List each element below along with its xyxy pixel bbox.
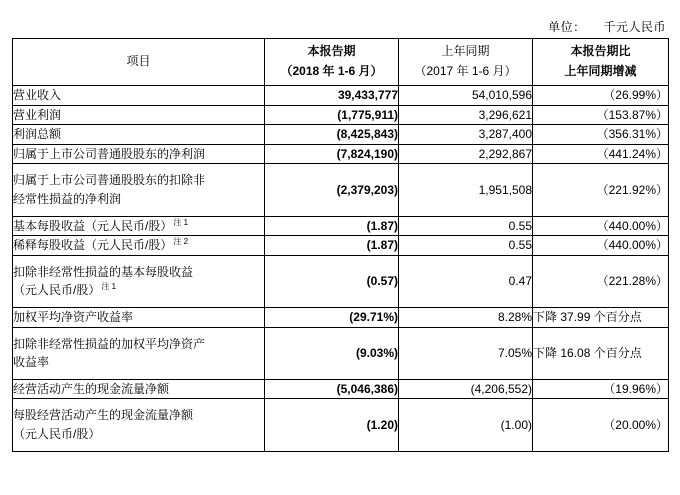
table-header-row — [13, 39, 669, 86]
column-header-item — [13, 39, 265, 86]
row-label-line1: 扣除非经常性损益的加权平均净资产 — [13, 336, 206, 351]
row-label — [13, 164, 265, 216]
row-label-line1: 稀释每股收益（元人民币/股） — [13, 238, 173, 253]
cell-change: （19.96%） — [533, 379, 669, 399]
column-header-previous-period-line2: （2017 年 1-6 月） — [414, 64, 517, 78]
row-label-line1: 营业利润 — [13, 107, 62, 122]
table-row — [13, 144, 669, 164]
table-row — [13, 327, 669, 379]
table-row — [13, 236, 669, 256]
cell-current-period: (9.03%) — [265, 327, 399, 379]
cell-change: （441.24%） — [533, 144, 669, 164]
table-row — [13, 399, 669, 451]
cell-current-period: (5,046,386) — [265, 379, 399, 399]
cell-change: 下降 37.99 个百分点 — [533, 307, 669, 327]
row-label — [13, 105, 265, 125]
column-header-current-period — [265, 39, 399, 86]
footnote-marker: 注 1 — [101, 282, 117, 292]
table-row — [13, 307, 669, 327]
cell-previous-period: 0.55 — [399, 236, 533, 256]
cell-change: 下降 16.08 个百分点 — [533, 327, 669, 379]
column-header-previous-period — [399, 39, 533, 86]
column-header-current-period-line2: （2018 年 1-6 月） — [280, 64, 383, 78]
cell-previous-period: 54,010,596 — [399, 86, 533, 106]
row-label — [13, 216, 265, 236]
table-row — [13, 216, 669, 236]
row-label — [13, 399, 265, 451]
footnote-marker: 注 1 — [173, 217, 189, 227]
column-header-item-line1: 项目 — [126, 54, 151, 69]
cell-current-period: (0.57) — [265, 255, 399, 307]
row-label — [13, 86, 265, 106]
table-row — [13, 86, 669, 106]
cell-previous-period: 3,287,400 — [399, 125, 533, 145]
cell-change: （221.28%） — [533, 255, 669, 307]
cell-previous-period: (4,206,552) — [399, 379, 533, 399]
row-label-line1: 归属于上市公司普通股股东的扣除非 — [13, 173, 206, 188]
cell-current-period: (29.71%) — [265, 307, 399, 327]
row-label-line1: 加权平均净资产收益率 — [13, 309, 134, 324]
cell-previous-period: 1,951,508 — [399, 164, 533, 216]
cell-previous-period: (1.00) — [399, 399, 533, 451]
row-label-line1: 扣除非经常性损益的基本每股收益 — [13, 264, 194, 279]
row-label — [13, 125, 265, 145]
column-header-change-line2: 上年同期增减 — [564, 64, 637, 78]
cell-current-period: (2,379,203) — [265, 164, 399, 216]
unit-value: 千元人民币 — [603, 20, 666, 34]
cell-current-period: (1,775,911) — [265, 105, 399, 125]
unit-label: 单位： — [548, 20, 586, 34]
footnote-marker: 注 2 — [173, 237, 189, 247]
cell-current-period: (7,824,190) — [265, 144, 399, 164]
cell-current-period: (1.20) — [265, 399, 399, 451]
cell-change: （440.00%） — [533, 236, 669, 256]
row-label-line2: 收益率 — [13, 355, 50, 370]
row-label — [13, 379, 265, 399]
cell-change: （20.00%） — [533, 399, 669, 451]
cell-previous-period: 0.47 — [399, 255, 533, 307]
cell-change: （221.92%） — [533, 164, 669, 216]
row-label-line1: 利润总额 — [13, 127, 62, 142]
row-label-line1: 经营活动产生的现金流量净额 — [13, 381, 170, 396]
unit-line — [548, 18, 666, 35]
row-label-line2: 经常性损益的净利润 — [13, 191, 122, 206]
row-label-line1: 每股经营活动产生的现金流量净额 — [13, 408, 194, 423]
row-label — [13, 307, 265, 327]
row-label-line1: 基本每股收益（元人民币/股） — [13, 218, 173, 233]
table-row — [13, 105, 669, 125]
cell-change: （440.00%） — [533, 216, 669, 236]
cell-current-period: (1.87) — [265, 236, 399, 256]
cell-current-period: (8,425,843) — [265, 125, 399, 145]
row-label — [13, 236, 265, 256]
column-header-change — [533, 39, 669, 86]
row-label — [13, 255, 265, 307]
row-label — [13, 327, 265, 379]
table-row — [13, 164, 669, 216]
row-label-line1: 归属于上市公司普通股股东的净利润 — [13, 146, 206, 161]
cell-previous-period: 8.28% — [399, 307, 533, 327]
cell-previous-period: 3,296,621 — [399, 105, 533, 125]
column-header-previous-period-line1: 上年同期 — [441, 44, 490, 59]
row-label-line2: （元人民币/股）$^{注 1}$ — [13, 282, 117, 298]
table-row — [13, 255, 669, 307]
cell-current-period: (1.87) — [265, 216, 399, 236]
row-label — [13, 144, 265, 164]
cell-change: （356.31%） — [533, 125, 669, 145]
column-header-current-period-line1: 本报告期 — [307, 44, 356, 59]
column-header-change-line1: 本报告期比 — [570, 44, 631, 59]
row-label-line2: （元人民币/股） — [13, 426, 101, 441]
cell-previous-period: 7.05% — [399, 327, 533, 379]
table-row — [13, 379, 669, 399]
cell-change: （26.99%） — [533, 86, 669, 106]
cell-previous-period: 0.55 — [399, 216, 533, 236]
cell-current-period: 39,433,777 — [265, 86, 399, 106]
table-row — [13, 125, 669, 145]
financial-summary-table — [12, 38, 669, 452]
cell-change: （153.87%） — [533, 105, 669, 125]
row-label-line1: 营业收入 — [13, 88, 62, 102]
cell-previous-period: 2,292,867 — [399, 144, 533, 164]
table-body — [13, 86, 669, 452]
